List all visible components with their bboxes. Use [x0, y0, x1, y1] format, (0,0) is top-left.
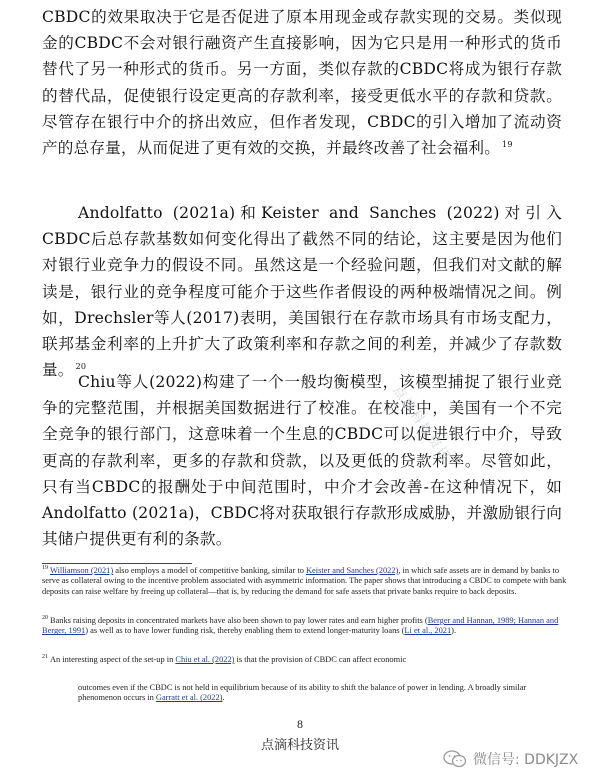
paragraph-3	[42, 369, 562, 552]
paragraph-1-text: CBDC的效果取决于它是否促进了原本用现金或存款实现的交易。类似现金的CBDC不会对银行融资产生直接影响，因为它只是用一种形式的货币替代了另一种形式的货币。另一方面，类似存款的CBDC将成为银行存款的替代品，促使银行设定更高的存款利率，接受更低水平的存款和贷款。尽管存在银行中介的挤出效应，但作者发现，CBDC的引入增加了流动资产的总存量，从而促进了更有效的交换，并最终改善了社会福利。	[42, 8, 562, 158]
footnote-text: ).	[451, 626, 457, 636]
citation-link[interactable]: Williamson (2021)	[50, 566, 114, 575]
footnote-21	[42, 655, 568, 665]
paragraph-2-text: Andolfatto (2021a)和Keister and Sanches (2022)对引入CBDC后总存款基数如何变化得出了截然不同的结论，这主要是因为他们对银行业竞争力的假设不同。虽然这是一个经验问题，但我们对文献的解读是，银行业的竞争程度可能介于这些作者假设的两种极端情况之间。例如，Drechsler等人(2017)表明，美国银行在存款市场具有市场支配力，联邦基金利率的上升扩大了政策利率和存款之间的利差，并减少了存款数量。	[42, 204, 562, 380]
footnote-ref-19[interactable]: 19	[502, 139, 513, 149]
wechat-logo-icon	[443, 750, 467, 768]
footnote-ref-20[interactable]: 20	[75, 362, 87, 372]
citation-link[interactable]: Keister and Sanches (2022)	[306, 566, 399, 575]
citation-link[interactable]: Garratt et al. (2022)	[155, 693, 223, 703]
footnote-text: .	[222, 693, 225, 703]
footnote-text: outcomes even if the CBDC is not held in equilibrium because of its ability to shift the balance of power in lending. A broadly similar phenomenon occurs in	[78, 683, 527, 703]
footnote-20	[42, 616, 568, 637]
citation-link[interactable]: Berger and Hannan, 1989; Hannan and Berger, 1991	[42, 616, 559, 636]
citation-link[interactable]: Chiu et al. (2022)	[175, 655, 235, 664]
wechat-watermark	[443, 748, 578, 770]
paragraph-3-text: Chiu等人(2022)构建了一个一般均衡模型，该模型捕捉了银行业竞争的完整范围，并根据美国数据进行了校准。在校准中，美国有一个不完全竞争的银行部门，这意味着一个生息的CBDC可以促进银行中介，导致更高的存款利率，更多的存款和贷款，以及更低的贷款利率。尽管如此，只有当CBDC的报酬处于中间范围时，中介才会改善-在这种情况下，如Andolfatto (2021a)，CBDC将对获取银行存款形成威胁，并激励银行向其储户提供更有利的条款。	[42, 373, 562, 549]
footnote-text: ) as well as to have lower funding risk, thereby enabling them to extend longer-maturity loans (	[85, 626, 405, 636]
page-number: 8	[297, 717, 303, 731]
footnote-text: An interesting aspect of the set-up in	[50, 655, 176, 664]
wechat-id-label: 微信号: DDKJZX	[473, 752, 579, 768]
footnote-number: 19	[42, 565, 48, 572]
paragraph-1	[42, 4, 562, 161]
footnote-text: Banks raising deposits in concentrated markets have also been shown to pay lower rates and earn higher profits (	[50, 616, 428, 625]
footnote-19	[42, 566, 568, 597]
footnote-divider	[42, 563, 192, 564]
footnote-number: 20	[42, 615, 48, 622]
paragraph-2	[42, 200, 562, 383]
footnote-text: is that the provision of CBDC can affect economic	[234, 655, 407, 664]
citation-link[interactable]: Li et al., 2021	[404, 626, 452, 636]
watermark-text: 点滴科技资讯	[389, 383, 454, 466]
footnote-21-continued	[78, 683, 558, 704]
footnote-number: 21	[42, 654, 48, 661]
footer-site-name: 点滴科技资讯	[260, 738, 339, 753]
footnote-text: also employs a model of competitive banking, similar to	[113, 566, 306, 575]
footnote-text: , in which safe assets are in demand by banks to serve as collateral owing to the incentive problem associated with asymmetric information. The paper shows that introducing a CBDC to compete with bank deposits can raise welfare by freeing up collateral—that is, by reducing the demand for safe assets that private banks require to back deposits.	[42, 566, 567, 596]
